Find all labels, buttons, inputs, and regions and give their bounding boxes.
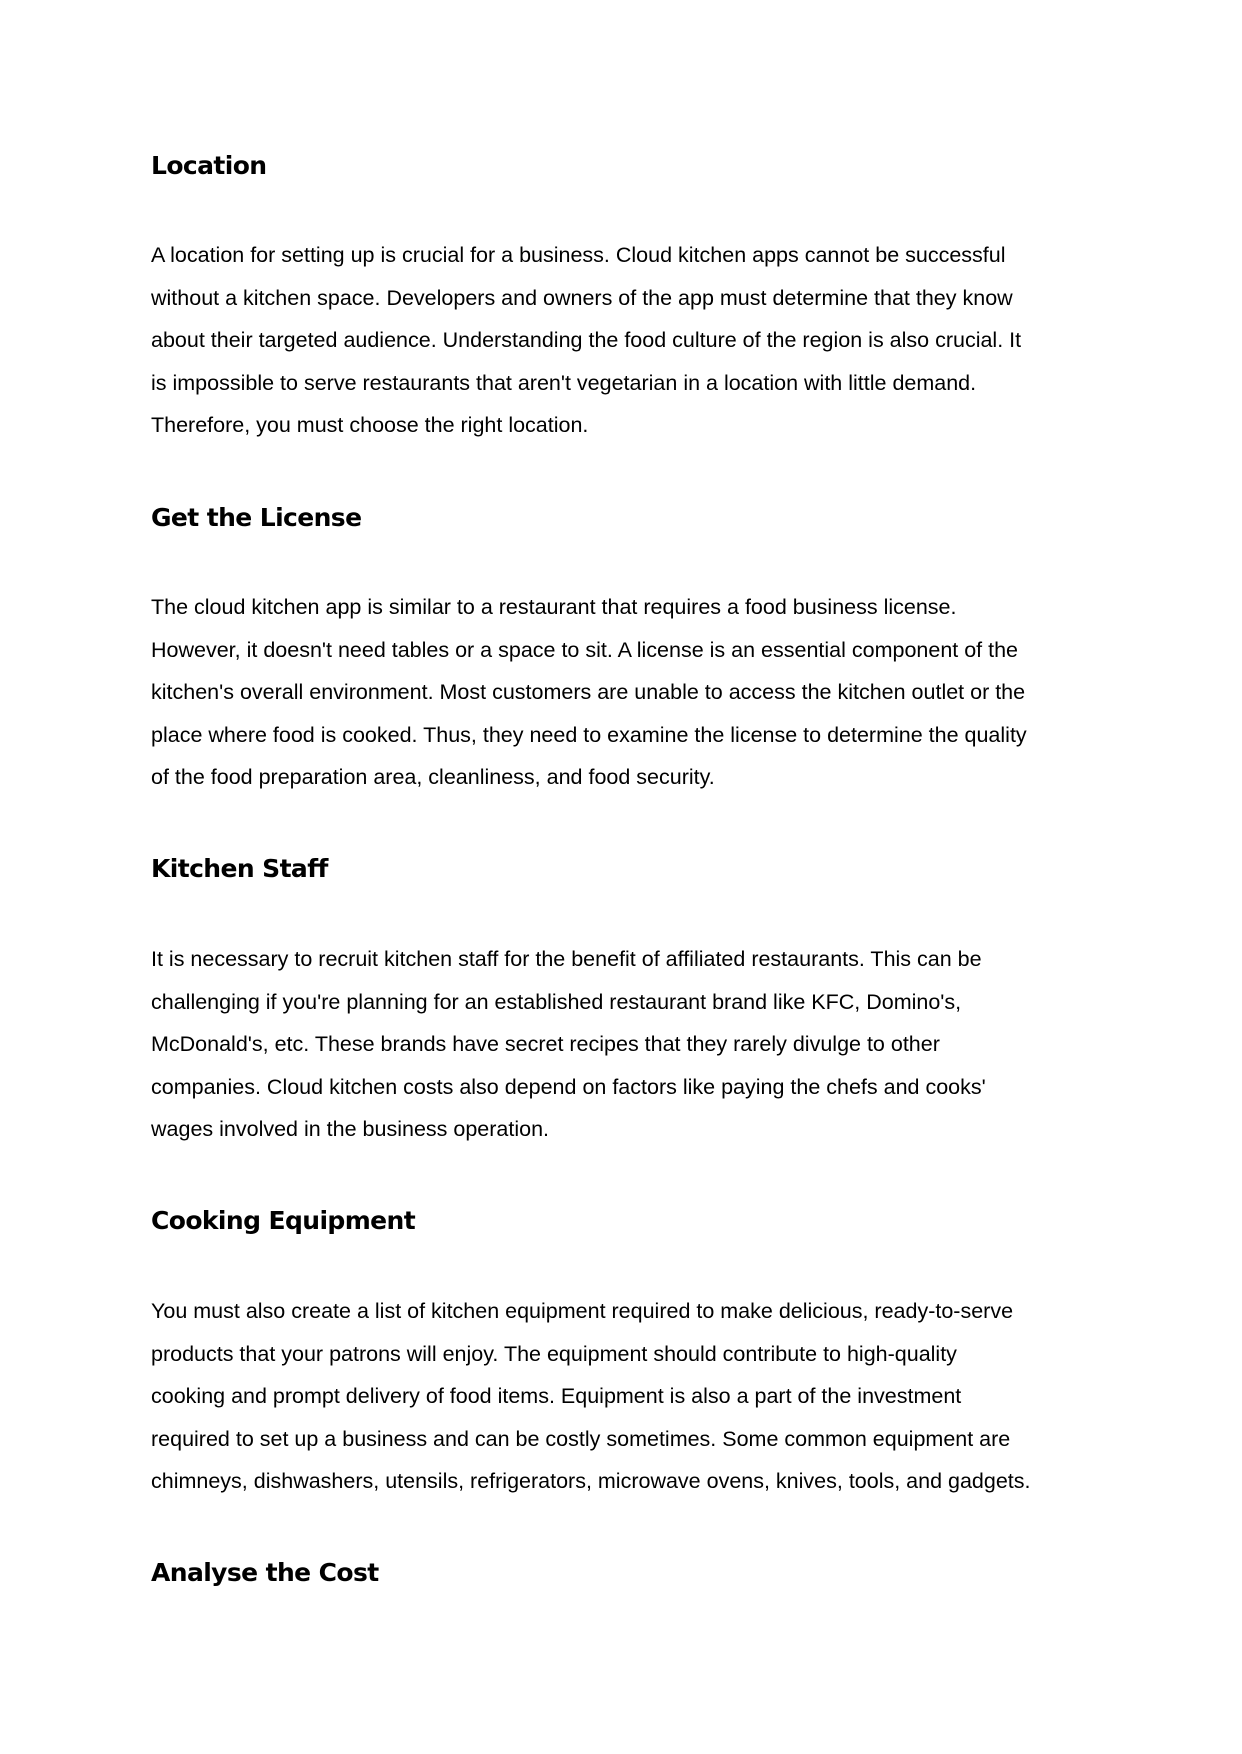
paragraph-line: Therefore, you must choose the right location. xyxy=(151,413,589,437)
paragraph-line: kitchen's overall environment. Most customers are unable to access the kitchen outlet or the xyxy=(151,680,1026,704)
paragraph-line: about their targeted audience. Understanding the food culture of the region is also crucial. It xyxy=(151,328,1022,352)
paragraph-line: of the food preparation area, cleanliness, and food security. xyxy=(151,765,715,789)
paragraph-line: It is necessary to recruit kitchen staff for the benefit of affiliated restaurants. This can be xyxy=(151,947,982,971)
section-heading-location: Location xyxy=(151,151,267,180)
paragraph-line: is impossible to serve restaurants that aren't vegetarian in a location with little demand. xyxy=(151,370,977,395)
paragraph-line: The cloud kitchen app is similar to a restaurant that requires a food business license. xyxy=(151,595,957,619)
section-heading-analyse-cost: Analyse the Cost xyxy=(151,1558,379,1587)
paragraph-line: You must also create a list of kitchen equipment required to make delicious, ready-to-serve xyxy=(151,1299,1014,1323)
paragraph-line: challenging if you're planning for an established restaurant brand like KFC, Domino's, xyxy=(151,989,962,1014)
section-paragraph-cooking-equipment xyxy=(151,1290,1111,1503)
paragraph-line: cooking and prompt delivery of food items. Equipment is also a part of the investment xyxy=(151,1384,962,1408)
section-heading-cooking-equipment: Cooking Equipment xyxy=(151,1206,416,1235)
paragraph-line: without a kitchen space. Developers and owners of the app must determine that they know xyxy=(151,285,1013,310)
paragraph-line: However, it doesn't need tables or a space to sit. A license is an essential component of the xyxy=(151,637,1019,662)
paragraph-line: wages involved in the business operation. xyxy=(151,1117,550,1141)
paragraph-line: chimneys, dishwashers, utensils, refrigerators, microwave ovens, knives, tools, and gadgets. xyxy=(151,1469,1031,1493)
paragraph-line: required to set up a business and can be costly sometimes. Some common equipment are xyxy=(151,1426,1011,1451)
paragraph-line: products that your patrons will enjoy. The equipment should contribute to high-quality xyxy=(151,1341,957,1366)
paragraph-line: place where food is cooked. Thus, they need to examine the license to determine the quality xyxy=(151,722,1027,747)
section-paragraph-location xyxy=(151,234,1111,447)
paragraph-line: companies. Cloud kitchen costs also depend on factors like paying the chefs and cooks' xyxy=(151,1074,986,1099)
paragraph-line: A location for setting up is crucial for a business. Cloud kitchen apps cannot be successful xyxy=(151,243,1006,267)
paragraph-line: McDonald's, etc. These brands have secret recipes that they rarely divulge to other xyxy=(151,1032,940,1056)
section-paragraph-kitchen-staff xyxy=(151,938,1111,1151)
section-heading-license: Get the License xyxy=(151,503,362,532)
section-paragraph-license xyxy=(151,586,1111,799)
section-heading-kitchen-staff: Kitchen Staff xyxy=(151,854,328,883)
